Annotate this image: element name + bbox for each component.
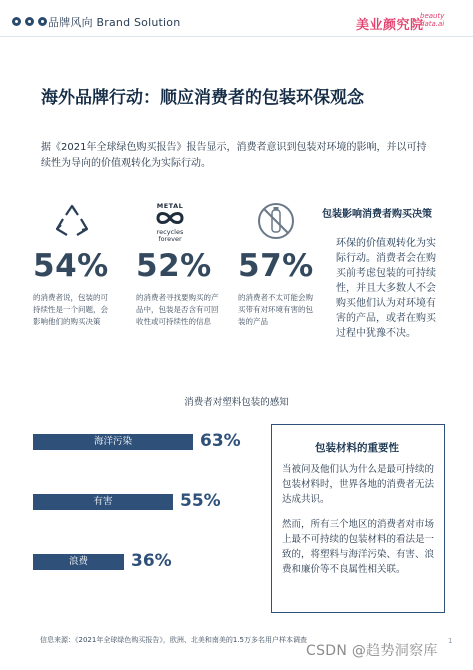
metal-recycles-forever-icon: METAL recycles forever [156, 202, 184, 243]
perception-bar-percent: 55% [180, 491, 221, 511]
dot-icon [25, 17, 34, 26]
perception-bar-percent: 36% [131, 551, 172, 571]
stat-percent: 52% [136, 248, 212, 284]
header-dots [12, 17, 47, 26]
no-plastic-bottle-icon [256, 201, 296, 241]
header-divider [0, 36, 473, 37]
section-title: 品牌风向 Brand Solution [48, 16, 181, 29]
stat-caption: 的消费者寻找要购买的产品中，包装是否含有可回收性或可持续性的信息 [136, 293, 219, 326]
brand-logo-sub: beauty data.ai [420, 12, 445, 28]
stat-percent: 57% [238, 248, 314, 284]
infinity-icon [155, 211, 185, 225]
perception-bar: 浪费 [33, 554, 124, 570]
page-title: 海外品牌行动：顺应消费者的包装环保观念 [41, 88, 364, 108]
recycle-icon [52, 203, 92, 239]
source-note: 信息来源：《2021年全球绿色购买报告》，欧洲、北美和南美的1.5万多名用户样本调查 [40, 636, 307, 644]
side-subheading: 环保的价值观转化为实际行动。消费者会在购买前考虑包装的可持续性，并且大多数人不会购买他们认为对环境有害的产品，或者在购买过程中犹豫不决。 [336, 238, 436, 339]
perception-bar-percent: 63% [200, 431, 241, 451]
box-heading: 包装材料的重要性 [315, 442, 399, 454]
watermark: CSDN @趋势洞察库 [306, 643, 438, 659]
page-number: 1 [448, 637, 453, 645]
perception-title: 消费者对塑料包装的感知 [184, 397, 289, 408]
dot-icon [12, 17, 21, 26]
perception-bar: 有害 [33, 494, 173, 510]
stat-caption: 的消费者说，包装的可持续性是一个问题，会影响他们的购买决策 [33, 293, 108, 326]
intro-paragraph: 据《2021年全球绿色购买报告》报告显示，消费者意识到包装对环境的影响，并以可持续性为导向的价值观转化为实际行动。 [41, 142, 427, 169]
brand-logo: 美业颜究院 [356, 18, 424, 33]
perception-bar: 海洋污染 [33, 434, 193, 450]
box-paragraph: 当被问及他们认为什么是最可持续的包装材料时，世界各地的消费者无法达成共识。 [282, 464, 435, 505]
dot-icon [38, 17, 47, 26]
box-paragraph: 然而，所有三个地区的消费者对市场上最不可持续的包装材料的看法是一致的，将塑料与海洋污染、有害、浪费和廉价等不良属性相关联。 [282, 519, 435, 575]
stat-percent: 54% [33, 248, 109, 284]
stat-caption: 的消费者不太可能会购买带有对环境有害的包装的产品 [238, 293, 313, 326]
side-heading: 包装影响消费者购买决策 [322, 209, 432, 220]
